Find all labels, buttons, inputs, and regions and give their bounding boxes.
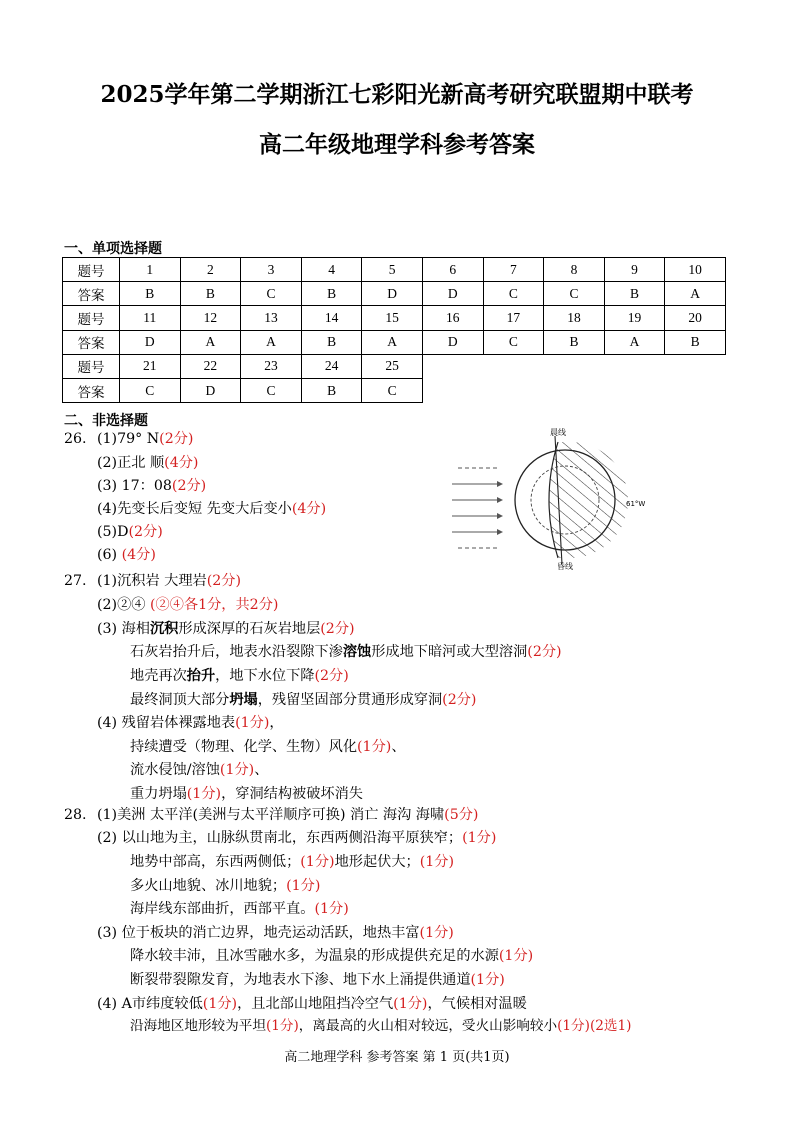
answer-row (63, 378, 726, 402)
answer-cell: D (422, 282, 483, 306)
answer-cell: A (362, 330, 423, 354)
page-subtitle: 高二年级地理学科参考答案 (259, 131, 535, 158)
question-number-row (63, 306, 726, 330)
answer-cell: C (120, 378, 181, 402)
question-number-cell: 25 (362, 354, 423, 378)
question-number-cell: 5 (362, 258, 423, 282)
question-number-row (63, 258, 726, 282)
q28-line: 降水较丰沛，且冰雪融水多，为温泉的形成提供充足的水源(1分) (130, 948, 534, 964)
q27-line: 最终洞顶大部分坍塌，残留坚固部分贯通形成穿洞(2分) (130, 692, 477, 708)
question-number-cell: 4 (301, 258, 362, 282)
q26-line: (2)正北 顺(4分) (97, 455, 199, 471)
question-number-cell: 3 (241, 258, 302, 282)
q28-line: 沿海地区地形较为平坦(1分)，离最高的火山相对较远，受火山影响较小(1分)(2选1) (130, 1018, 632, 1034)
answer-cell: B (544, 330, 605, 354)
question-number-cell: 17 (483, 306, 544, 330)
q27-line: (2)②④ (②④各1分，共2分) (97, 597, 279, 613)
q27-line: (3) 海相沉积形成深厚的石灰岩地层(2分) (97, 621, 355, 637)
answer-cell: B (120, 282, 181, 306)
answer-table (62, 257, 726, 403)
question-number-cell: 14 (301, 306, 362, 330)
q27-line: 持续遭受（物理、化学、生物）风化(1分)、 (130, 739, 406, 755)
q27-line: (1)沉积岩 大理岩(2分) (97, 573, 242, 589)
answer-cell: C (362, 378, 423, 402)
question-number-cell: 15 (362, 306, 423, 330)
q28-number: 28. (64, 807, 87, 823)
q28-line: (2) 以山地为主，山脉纵贯南北，东西两侧沿海平原狭窄；(1分) (97, 830, 497, 846)
answer-cell: C (241, 282, 302, 306)
section-heading-nonchoice: 二、非选择题 (64, 413, 148, 429)
answer-cell: B (604, 282, 665, 306)
q28-line: (4) A市纬度较低(1分)，且北部山地阻挡冷空气(1分)，气候相对温暖 (97, 996, 527, 1012)
question-number-cell: 23 (241, 354, 302, 378)
q27-line: 地壳再次抬升，地下水位下降(2分) (130, 668, 349, 684)
answer-cell: B (301, 378, 362, 402)
answer-cell: A (604, 330, 665, 354)
answer-cell: C (241, 378, 302, 402)
question-number-cell: 1 (120, 258, 181, 282)
q28-line: 多火山地貌、冰川地貌；(1分) (130, 878, 321, 894)
q27-number: 27. (64, 573, 87, 589)
row-label-question: 题号 (63, 354, 120, 378)
page-title: 2025学年第二学期浙江七彩阳光新高考研究联盟期中联考 (100, 81, 694, 108)
earth-illumination-diagram (440, 422, 670, 572)
q28-line: 地势中部高，东西两侧低；(1分)地形起伏大；(1分) (130, 854, 454, 870)
row-label-question: 题号 (63, 258, 120, 282)
question-number-cell: 2 (180, 258, 241, 282)
row-label-answer: 答案 (63, 282, 120, 306)
question-number-cell: 21 (120, 354, 181, 378)
q27-line: 流水侵蚀/溶蚀(1分)、 (130, 762, 269, 778)
answer-cell: C (544, 282, 605, 306)
answer-cell: D (422, 330, 483, 354)
q26-line: (1)79° N(2分) (97, 431, 194, 447)
empty-cell (604, 354, 665, 378)
question-number-cell: 11 (120, 306, 181, 330)
question-number-cell: 10 (665, 258, 726, 282)
q28-line: (1)美洲 太平洋(美洲与太平洋顺序可换) 消亡 海沟 海啸(5分) (97, 807, 479, 823)
answer-cell: A (180, 330, 241, 354)
q27-line: 重力坍塌(1分)，穿洞结构被破坏消失 (130, 786, 363, 802)
dawn-line-label: 晨线 (550, 428, 566, 437)
answer-cell: B (301, 330, 362, 354)
answer-cell: A (665, 282, 726, 306)
question-number-cell: 18 (544, 306, 605, 330)
q28-line: (3) 位于板块的消亡边界，地壳运动活跃，地热丰富(1分) (97, 925, 454, 941)
q27-line: (4) 残留岩体裸露地表(1分)， (97, 715, 284, 731)
q28-line: 海岸线东部曲折，西部平直。(1分) (130, 901, 349, 917)
row-label-answer: 答案 (63, 378, 120, 402)
answer-cell: B (665, 330, 726, 354)
question-number-cell: 9 (604, 258, 665, 282)
q26-number: 26. (64, 431, 87, 447)
q28-line: 断裂带裂隙发育，为地表水下渗、地下水上涌提供通道(1分) (130, 972, 505, 988)
answer-cell: D (120, 330, 181, 354)
question-number-row (63, 354, 726, 378)
empty-cell (604, 378, 665, 402)
answer-row (63, 282, 726, 306)
q26-line: (3) 17：08(2分) (97, 478, 207, 494)
empty-cell (544, 378, 605, 402)
empty-cell (422, 354, 483, 378)
question-number-cell: 22 (180, 354, 241, 378)
question-number-cell: 12 (180, 306, 241, 330)
answer-cell: A (241, 330, 302, 354)
question-number-cell: 16 (422, 306, 483, 330)
answer-cell: B (180, 282, 241, 306)
page-footer: 高二地理学科 参考答案 第 1 页(共1页) (284, 1050, 510, 1065)
row-label-answer: 答案 (63, 330, 120, 354)
question-number-cell: 6 (422, 258, 483, 282)
q27-line: 石灰岩抬升后，地表水沿裂隙下渗溶蚀形成地下暗河或大型溶洞(2分) (130, 644, 562, 660)
section-heading-choice: 一、单项选择题 (64, 241, 162, 257)
empty-cell (665, 354, 726, 378)
empty-cell (483, 354, 544, 378)
answer-cell: D (362, 282, 423, 306)
empty-cell (483, 378, 544, 402)
q26-line: (6) (4分) (97, 547, 156, 563)
q26-line: (5)D(2分) (97, 524, 163, 540)
answer-row (63, 330, 726, 354)
q26-line: (4)先变长后变短 先变大后变小(4分) (97, 501, 327, 517)
question-number-cell: 20 (665, 306, 726, 330)
row-label-question: 题号 (63, 306, 120, 330)
answer-cell: C (483, 330, 544, 354)
empty-cell (665, 378, 726, 402)
question-number-cell: 19 (604, 306, 665, 330)
question-number-cell: 24 (301, 354, 362, 378)
question-number-cell: 7 (483, 258, 544, 282)
answer-cell: D (180, 378, 241, 402)
question-number-cell: 13 (241, 306, 302, 330)
answer-cell: C (483, 282, 544, 306)
empty-cell (544, 354, 605, 378)
answer-cell: B (301, 282, 362, 306)
question-number-cell: 8 (544, 258, 605, 282)
longitude-label: 61°W (626, 500, 646, 508)
empty-cell (422, 378, 483, 402)
sunlight-arrows (452, 468, 502, 548)
dusk-line-label: 昏线 (557, 562, 573, 571)
